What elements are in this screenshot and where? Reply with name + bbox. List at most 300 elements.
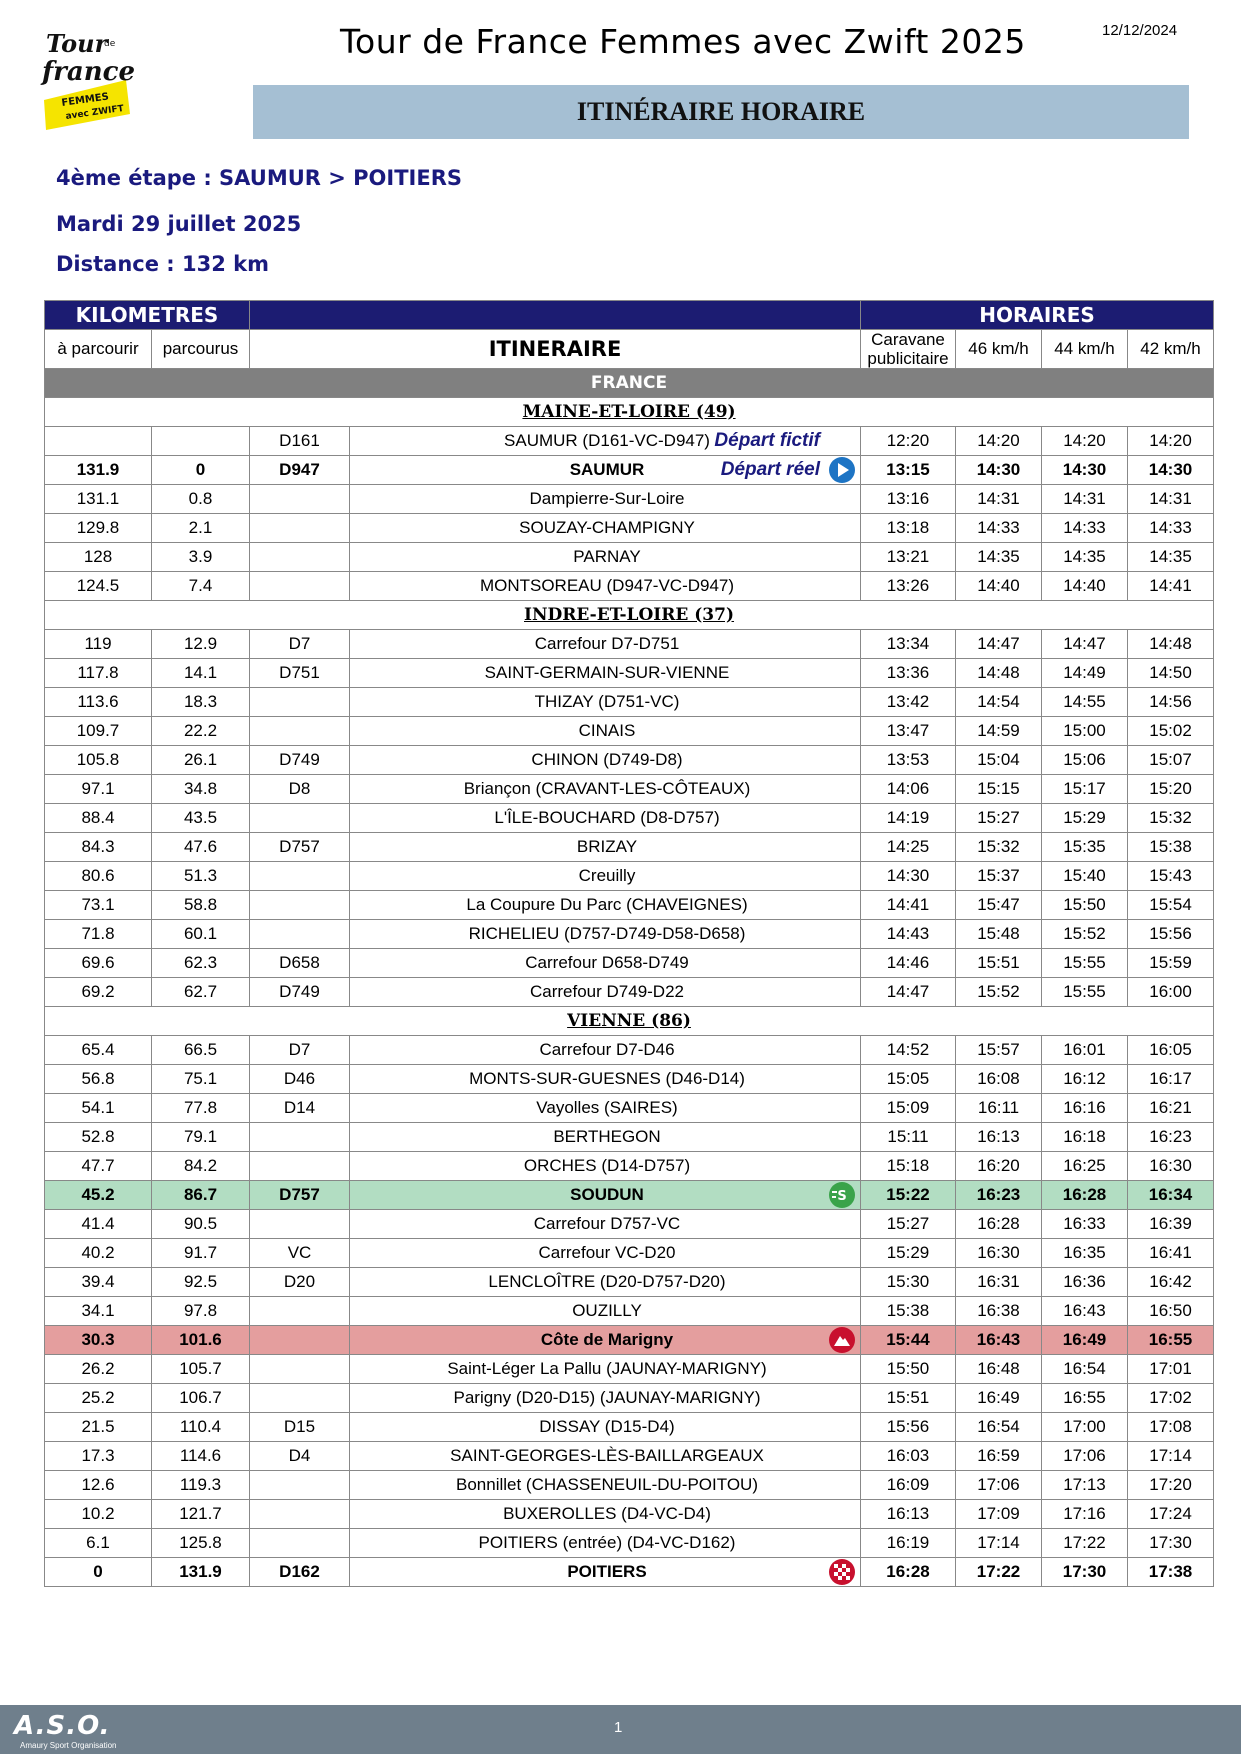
country-label: FRANCE: [45, 369, 1214, 398]
table-row: [45, 1558, 1214, 1587]
time-44-cell: 14:33: [1042, 514, 1128, 543]
place-cell: [350, 1123, 861, 1152]
caravan-time-cell: 13:36: [861, 659, 956, 688]
km-done-cell: 14.1: [152, 659, 250, 688]
caravan-time-cell: 15:22: [861, 1181, 956, 1210]
table-row: [45, 775, 1214, 804]
time-44-cell: 15:17: [1042, 775, 1128, 804]
road-cell: [250, 1355, 350, 1384]
place-cell: [350, 659, 861, 688]
time-46-cell: 16:59: [956, 1442, 1042, 1471]
place-name: OUZILLY: [572, 1301, 642, 1320]
department-row: [45, 398, 1214, 427]
place-cell: [350, 688, 861, 717]
road-cell: [250, 804, 350, 833]
time-46-cell: 15:27: [956, 804, 1042, 833]
time-42-cell: 16:00: [1128, 978, 1214, 1007]
caravan-time-cell: 14:19: [861, 804, 956, 833]
km-done-cell: 18.3: [152, 688, 250, 717]
tour-de-france-femmes-logo: [38, 22, 138, 134]
time-46-cell: 14:47: [956, 630, 1042, 659]
table-row: [45, 572, 1214, 601]
km-done-cell: 34.8: [152, 775, 250, 804]
time-46-cell: 14:35: [956, 543, 1042, 572]
table-row: [45, 514, 1214, 543]
caravan-time-cell: 15:51: [861, 1384, 956, 1413]
place-cell: [350, 630, 861, 659]
time-42-cell: 15:07: [1128, 746, 1214, 775]
time-44-cell: 15:29: [1042, 804, 1128, 833]
place-name: THIZAY (D751-VC): [534, 692, 680, 711]
km-done-cell: 110.4: [152, 1413, 250, 1442]
col-42-header: 42 km/h: [1128, 330, 1214, 369]
time-46-cell: 15:52: [956, 978, 1042, 1007]
km-done-cell: 51.3: [152, 862, 250, 891]
caravan-time-cell: 14:06: [861, 775, 956, 804]
table-row: [45, 891, 1214, 920]
col-46-header: 46 km/h: [956, 330, 1042, 369]
aso-logo: A.S.O.: [14, 1711, 111, 1741]
time-46-cell: 16:11: [956, 1094, 1042, 1123]
road-cell: [250, 688, 350, 717]
table-row: [45, 543, 1214, 572]
place-cell: [350, 1442, 861, 1471]
time-42-cell: 16:39: [1128, 1210, 1214, 1239]
km-done-cell: 86.7: [152, 1181, 250, 1210]
place-cell: [350, 1326, 861, 1355]
road-cell: [250, 862, 350, 891]
svg-text:de: de: [104, 39, 116, 49]
km-remaining-cell: 25.2: [45, 1384, 152, 1413]
place-cell: [350, 1558, 861, 1587]
place-cell: [350, 456, 861, 485]
caravan-time-cell: 16:19: [861, 1529, 956, 1558]
caravan-time-cell: 14:41: [861, 891, 956, 920]
km-remaining-cell: 84.3: [45, 833, 152, 862]
time-42-cell: 15:38: [1128, 833, 1214, 862]
road-cell: [250, 1500, 350, 1529]
time-46-cell: 15:32: [956, 833, 1042, 862]
place-name: CHINON (D749-D8): [531, 750, 683, 769]
km-remaining-cell: 128: [45, 543, 152, 572]
caravan-time-cell: 16:03: [861, 1442, 956, 1471]
svg-text:Tour: Tour: [46, 29, 108, 58]
road-cell: [250, 572, 350, 601]
page-number: 1: [614, 1719, 623, 1736]
time-44-cell: 16:35: [1042, 1239, 1128, 1268]
km-remaining-cell: 129.8: [45, 514, 152, 543]
place-name: RICHELIEU (D757-D749-D58-D658): [468, 924, 746, 943]
road-cell: D658: [250, 949, 350, 978]
time-42-cell: 16:17: [1128, 1065, 1214, 1094]
km-remaining-cell: 56.8: [45, 1065, 152, 1094]
km-remaining-cell: 69.6: [45, 949, 152, 978]
itinerary-table: [44, 300, 1214, 1587]
km-remaining-cell: 40.2: [45, 1239, 152, 1268]
time-42-cell: 17:01: [1128, 1355, 1214, 1384]
place-cell: [350, 543, 861, 572]
km-remaining-cell: 54.1: [45, 1094, 152, 1123]
time-44-cell: 16:54: [1042, 1355, 1128, 1384]
time-46-cell: 14:30: [956, 456, 1042, 485]
road-cell: VC: [250, 1239, 350, 1268]
km-done-cell: 114.6: [152, 1442, 250, 1471]
time-42-cell: 14:41: [1128, 572, 1214, 601]
play-icon: [828, 456, 856, 484]
time-42-cell: 17:14: [1128, 1442, 1214, 1471]
place-name: POITIERS: [567, 1562, 647, 1581]
time-44-cell: 14:40: [1042, 572, 1128, 601]
place-name: MONTSOREAU (D947-VC-D947): [479, 576, 735, 595]
km-done-cell: 0: [152, 456, 250, 485]
road-cell: D947: [250, 456, 350, 485]
km-done-cell: 66.5: [152, 1036, 250, 1065]
document-date: 12/12/2024: [1102, 22, 1178, 39]
place-name: BRIZAY: [576, 837, 638, 856]
road-cell: D161: [250, 427, 350, 456]
table-row: [45, 1326, 1214, 1355]
km-group-header: KILOMETRES: [45, 301, 250, 330]
time-42-cell: 15:02: [1128, 717, 1214, 746]
table-row: [45, 1297, 1214, 1326]
time-44-cell: 17:22: [1042, 1529, 1128, 1558]
km-done-cell: 7.4: [152, 572, 250, 601]
time-44-cell: 14:20: [1042, 427, 1128, 456]
km-done-cell: 58.8: [152, 891, 250, 920]
time-44-cell: 17:30: [1042, 1558, 1128, 1587]
time-42-cell: 17:38: [1128, 1558, 1214, 1587]
place-cell: [350, 1181, 861, 1210]
km-done-cell: 91.7: [152, 1239, 250, 1268]
sprint-icon: [828, 1181, 856, 1209]
table-row: [45, 1239, 1214, 1268]
road-cell: [250, 891, 350, 920]
place-name: Saint-Léger La Pallu (JAUNAY-MARIGNY): [447, 1359, 767, 1378]
time-42-cell: 14:20: [1128, 427, 1214, 456]
time-46-cell: 16:43: [956, 1326, 1042, 1355]
place-cell: [350, 833, 861, 862]
place-cell: [350, 1529, 861, 1558]
table-row: [45, 1181, 1214, 1210]
place-cell: [350, 1500, 861, 1529]
time-42-cell: 15:43: [1128, 862, 1214, 891]
place-cell: [350, 1239, 861, 1268]
place-name: SOUZAY-CHAMPIGNY: [519, 518, 695, 537]
department-label: INDRE-ET-LOIRE (37): [45, 601, 1214, 630]
time-44-cell: 16:43: [1042, 1297, 1128, 1326]
time-46-cell: 17:22: [956, 1558, 1042, 1587]
time-44-cell: 17:06: [1042, 1442, 1128, 1471]
time-44-cell: 16:33: [1042, 1210, 1128, 1239]
table-row: [45, 1500, 1214, 1529]
col-remaining-header: à parcourir: [45, 330, 152, 369]
time-46-cell: 16:23: [956, 1181, 1042, 1210]
depart-fictif-label: Départ fictif: [714, 430, 820, 451]
road-cell: D749: [250, 978, 350, 1007]
place-cell: [350, 1355, 861, 1384]
table-row: [45, 1384, 1214, 1413]
caravan-time-cell: 13:47: [861, 717, 956, 746]
km-remaining-cell: 34.1: [45, 1297, 152, 1326]
km-remaining-cell: 39.4: [45, 1268, 152, 1297]
time-46-cell: 15:57: [956, 1036, 1042, 1065]
time-44-cell: 17:16: [1042, 1500, 1128, 1529]
place-name: DISSAY (D15-D4): [539, 1417, 675, 1436]
road-cell: [250, 1210, 350, 1239]
km-done-cell: 105.7: [152, 1355, 250, 1384]
km-remaining-cell: 52.8: [45, 1123, 152, 1152]
km-done-cell: 79.1: [152, 1123, 250, 1152]
time-46-cell: 15:51: [956, 949, 1042, 978]
time-42-cell: 17:24: [1128, 1500, 1214, 1529]
place-name: SAINT-GERMAIN-SUR-VIENNE: [484, 663, 730, 682]
km-remaining-cell: 65.4: [45, 1036, 152, 1065]
time-42-cell: 16:50: [1128, 1297, 1214, 1326]
km-done-cell: 97.8: [152, 1297, 250, 1326]
km-remaining-cell: 119: [45, 630, 152, 659]
place-cell: [350, 804, 861, 833]
km-done-cell: 101.6: [152, 1326, 250, 1355]
time-42-cell: 15:54: [1128, 891, 1214, 920]
km-remaining-cell: 0: [45, 1558, 152, 1587]
place-name: SOUDUN: [570, 1185, 644, 1204]
table-row: [45, 630, 1214, 659]
svg-text:S: S: [837, 1189, 847, 1204]
time-46-cell: 16:38: [956, 1297, 1042, 1326]
caravan-time-cell: 15:11: [861, 1123, 956, 1152]
time-42-cell: 14:33: [1128, 514, 1214, 543]
road-cell: [250, 543, 350, 572]
km-remaining-cell: 131.9: [45, 456, 152, 485]
km-done-cell: 106.7: [152, 1384, 250, 1413]
time-46-cell: 15:47: [956, 891, 1042, 920]
km-remaining-cell: 47.7: [45, 1152, 152, 1181]
km-remaining-cell: 30.3: [45, 1326, 152, 1355]
km-remaining-cell: 105.8: [45, 746, 152, 775]
time-46-cell: 14:48: [956, 659, 1042, 688]
table-row: [45, 1529, 1214, 1558]
time-46-cell: 16:48: [956, 1355, 1042, 1384]
road-cell: D757: [250, 1181, 350, 1210]
place-name: Côte de Marigny: [540, 1330, 674, 1349]
time-46-cell: 16:31: [956, 1268, 1042, 1297]
caravan-time-cell: 15:50: [861, 1355, 956, 1384]
time-42-cell: 14:50: [1128, 659, 1214, 688]
time-46-cell: 16:54: [956, 1413, 1042, 1442]
stage-date: Mardi 29 juillet 2025: [56, 212, 302, 236]
time-44-cell: 14:47: [1042, 630, 1128, 659]
caravan-time-cell: 14:43: [861, 920, 956, 949]
time-42-cell: 15:20: [1128, 775, 1214, 804]
table-row: [45, 1355, 1214, 1384]
finish-flag-icon: [828, 1558, 856, 1586]
place-name: CINAIS: [578, 721, 636, 740]
table-row: [45, 1210, 1214, 1239]
time-44-cell: 16:16: [1042, 1094, 1128, 1123]
table-row: [45, 1268, 1214, 1297]
table-row: [45, 717, 1214, 746]
km-remaining-cell: 80.6: [45, 862, 152, 891]
time-46-cell: 14:20: [956, 427, 1042, 456]
time-42-cell: 16:30: [1128, 1152, 1214, 1181]
place-cell: [350, 775, 861, 804]
depart-reel-label: Départ réel: [720, 459, 820, 480]
time-42-cell: 17:20: [1128, 1471, 1214, 1500]
place-name: MONTS-SUR-GUESNES (D46-D14): [469, 1069, 745, 1088]
place-cell: [350, 1210, 861, 1239]
caravan-time-cell: 13:53: [861, 746, 956, 775]
km-remaining-cell: 17.3: [45, 1442, 152, 1471]
time-44-cell: 16:49: [1042, 1326, 1128, 1355]
time-46-cell: 14:54: [956, 688, 1042, 717]
place-name: SAUMUR: [569, 460, 645, 479]
km-remaining-cell: 21.5: [45, 1413, 152, 1442]
time-42-cell: 16:21: [1128, 1094, 1214, 1123]
time-42-cell: 14:48: [1128, 630, 1214, 659]
km-remaining-cell: 45.2: [45, 1181, 152, 1210]
km-done-cell: 75.1: [152, 1065, 250, 1094]
time-44-cell: 16:12: [1042, 1065, 1128, 1094]
km-done-cell: 43.5: [152, 804, 250, 833]
road-cell: D7: [250, 630, 350, 659]
table-row: [45, 1036, 1214, 1065]
km-done-cell: 62.3: [152, 949, 250, 978]
col-done-header: parcourus: [152, 330, 250, 369]
place-name: Carrefour VC-D20: [538, 1243, 676, 1262]
time-46-cell: 17:09: [956, 1500, 1042, 1529]
road-cell: D8: [250, 775, 350, 804]
time-44-cell: 15:50: [1042, 891, 1128, 920]
time-42-cell: 17:08: [1128, 1413, 1214, 1442]
time-46-cell: 16:28: [956, 1210, 1042, 1239]
time-44-cell: 16:28: [1042, 1181, 1128, 1210]
km-done-cell: 77.8: [152, 1094, 250, 1123]
time-44-cell: 16:01: [1042, 1036, 1128, 1065]
time-44-cell: 14:55: [1042, 688, 1128, 717]
road-cell: [250, 920, 350, 949]
place-name: SAINT-GEORGES-LÈS-BAILLARGEAUX: [450, 1446, 764, 1465]
table-row: [45, 862, 1214, 891]
table-row: [45, 1094, 1214, 1123]
table-row: [45, 804, 1214, 833]
caravan-time-cell: 13:16: [861, 485, 956, 514]
km-done-cell: 121.7: [152, 1500, 250, 1529]
time-42-cell: 15:59: [1128, 949, 1214, 978]
time-42-cell: 16:41: [1128, 1239, 1214, 1268]
caravan-time-cell: 15:05: [861, 1065, 956, 1094]
caravan-time-cell: 14:25: [861, 833, 956, 862]
time-46-cell: 15:15: [956, 775, 1042, 804]
col-itinerary-header: ITINERAIRE: [250, 330, 861, 369]
km-remaining-cell: 97.1: [45, 775, 152, 804]
time-44-cell: 15:55: [1042, 949, 1128, 978]
document-title: Tour de France Femmes avec Zwift 2025: [340, 22, 1026, 61]
caravan-time-cell: 15:38: [861, 1297, 956, 1326]
place-name: Carrefour D658-D749: [525, 953, 689, 972]
caravan-time-cell: 13:42: [861, 688, 956, 717]
time-42-cell: 15:32: [1128, 804, 1214, 833]
table-row: [45, 833, 1214, 862]
mountain-icon: [828, 1326, 856, 1354]
department-row: [45, 1007, 1214, 1036]
km-done-cell: 12.9: [152, 630, 250, 659]
road-cell: [250, 717, 350, 746]
col-caravan-header: Caravane publicitaire: [861, 330, 956, 369]
km-done-cell: 92.5: [152, 1268, 250, 1297]
table-row: [45, 1413, 1214, 1442]
time-46-cell: 14:33: [956, 514, 1042, 543]
place-name: Carrefour D749-D22: [529, 982, 684, 1001]
country-row: [45, 369, 1214, 398]
place-cell: [350, 1471, 861, 1500]
place-name: Carrefour D7-D46: [539, 1040, 675, 1059]
road-cell: [250, 485, 350, 514]
road-cell: D20: [250, 1268, 350, 1297]
time-42-cell: 14:31: [1128, 485, 1214, 514]
time-44-cell: 14:35: [1042, 543, 1128, 572]
time-44-cell: 15:35: [1042, 833, 1128, 862]
time-46-cell: 15:04: [956, 746, 1042, 775]
place-cell: [350, 514, 861, 543]
place-name: Creuilly: [578, 866, 636, 885]
road-cell: [250, 1471, 350, 1500]
road-cell: D751: [250, 659, 350, 688]
caravan-time-cell: 13:15: [861, 456, 956, 485]
table-group-header: [45, 301, 1214, 330]
place-name: L'ÎLE-BOUCHARD (D8-D757): [494, 808, 720, 827]
place-name: PARNAY: [573, 547, 641, 566]
time-46-cell: 16:49: [956, 1384, 1042, 1413]
km-done-cell: 60.1: [152, 920, 250, 949]
time-44-cell: 16:36: [1042, 1268, 1128, 1297]
place-name: Parigny (D20-D15) (JAUNAY-MARIGNY): [453, 1388, 761, 1407]
time-42-cell: 16:34: [1128, 1181, 1214, 1210]
table-row: [45, 978, 1214, 1007]
caravan-time-cell: 15:29: [861, 1239, 956, 1268]
km-remaining-cell: 131.1: [45, 485, 152, 514]
caravan-time-cell: 16:09: [861, 1471, 956, 1500]
time-42-cell: 16:05: [1128, 1036, 1214, 1065]
place-name: Briançon (CRAVANT-LES-CÔTEAUX): [463, 779, 751, 798]
place-cell: [350, 572, 861, 601]
km-done-cell: 131.9: [152, 1558, 250, 1587]
caravan-time-cell: 14:47: [861, 978, 956, 1007]
place-name: SAUMUR (D161-VC-D947): [504, 431, 710, 450]
table-row: [45, 920, 1214, 949]
km-done-cell: 90.5: [152, 1210, 250, 1239]
time-44-cell: 14:49: [1042, 659, 1128, 688]
time-44-cell: 15:55: [1042, 978, 1128, 1007]
table-row: [45, 1123, 1214, 1152]
time-46-cell: 16:13: [956, 1123, 1042, 1152]
time-46-cell: 16:08: [956, 1065, 1042, 1094]
km-done-cell: 125.8: [152, 1529, 250, 1558]
km-remaining-cell: 69.2: [45, 978, 152, 1007]
km-remaining-cell: 109.7: [45, 717, 152, 746]
place-name: Vayolles (SAIRES): [536, 1098, 678, 1117]
table-row: [45, 746, 1214, 775]
km-remaining-cell: 41.4: [45, 1210, 152, 1239]
time-46-cell: 14:31: [956, 485, 1042, 514]
km-done-cell: 22.2: [152, 717, 250, 746]
time-46-cell: 14:59: [956, 717, 1042, 746]
table-row: [45, 427, 1214, 456]
department-label: VIENNE (86): [45, 1007, 1214, 1036]
road-cell: [250, 514, 350, 543]
caravan-time-cell: 14:52: [861, 1036, 956, 1065]
caravan-time-cell: 13:21: [861, 543, 956, 572]
road-cell: D46: [250, 1065, 350, 1094]
